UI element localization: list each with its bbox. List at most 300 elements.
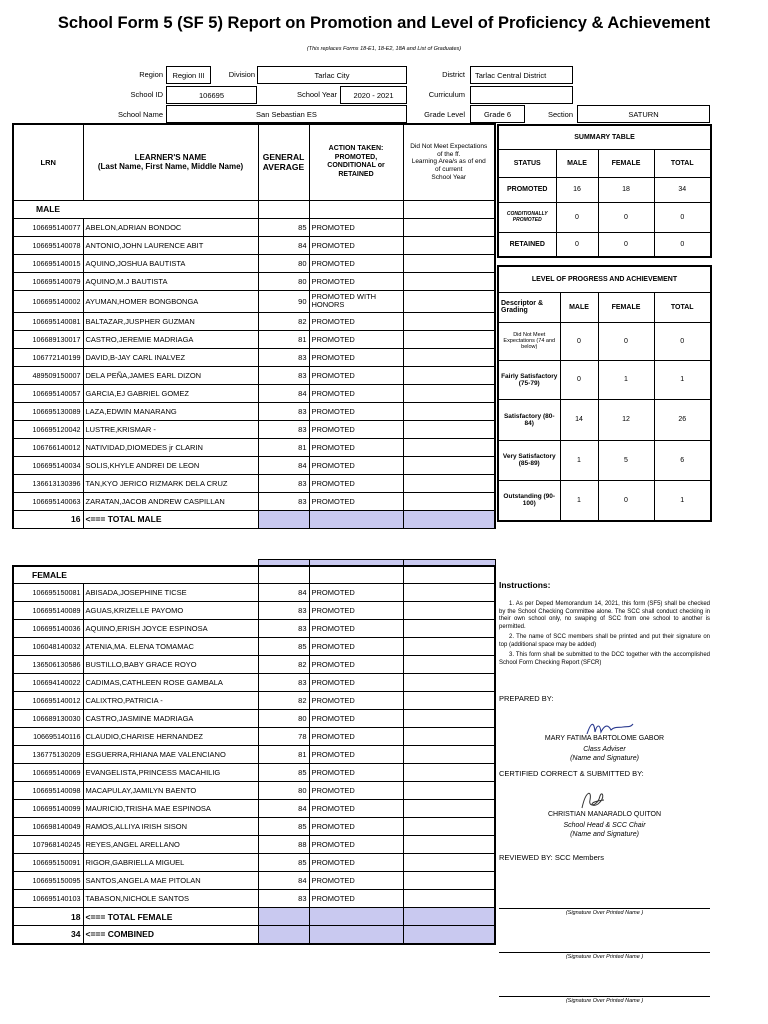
- learner-row: [13, 692, 495, 710]
- learner-action-taken: PROMOTED: [309, 890, 403, 908]
- progress-female: 0: [598, 480, 654, 521]
- region-field: Region III: [166, 66, 211, 84]
- learner-lrn: 106695150091: [13, 854, 83, 872]
- learner-action-taken: PROMOTED WITH HONORS: [309, 290, 403, 312]
- learner-general-average: 83: [258, 348, 309, 366]
- instructions-title: Instructions:: [499, 580, 551, 590]
- learner-name: ZARATAN,JACOB ANDREW CASPILLAN: [83, 492, 258, 510]
- learner-name: MACAPULAY,JAMILYN BAENTO: [83, 782, 258, 800]
- progress-total: 0: [654, 322, 711, 360]
- learner-general-average: 83: [258, 674, 309, 692]
- school-id-field: 106695: [166, 86, 257, 104]
- learner-name: ESGUERRA,RHIANA MAE VALENCIANO: [83, 746, 258, 764]
- learner-row: [13, 728, 495, 746]
- learner-not-met: [403, 854, 495, 872]
- col-name-header: LEARNER'S NAME (Last Name, First Name, Middle Name): [83, 124, 258, 200]
- learner-lrn: 106695140099: [13, 800, 83, 818]
- learner-lrn: 106698140049: [13, 818, 83, 836]
- learner-lrn: 106694140022: [13, 674, 83, 692]
- learner-row: [13, 254, 495, 272]
- learner-lrn: 106695150095: [13, 872, 83, 890]
- learner-not-met: [403, 384, 495, 402]
- learner-row: [13, 890, 495, 908]
- progress-male: 0: [560, 322, 598, 360]
- learner-action-taken: PROMOTED: [309, 402, 403, 420]
- learner-not-met: [403, 402, 495, 420]
- learner-not-met: [403, 290, 495, 312]
- learner-row: [13, 236, 495, 254]
- learner-lrn: 106695140057: [13, 384, 83, 402]
- learner-not-met: [403, 692, 495, 710]
- learner-name: ATENIA,MA. ELENA TOMAMAC: [83, 638, 258, 656]
- summary-total: 34: [654, 177, 711, 202]
- learner-lrn: 106695140012: [13, 692, 83, 710]
- learner-general-average: 88: [258, 836, 309, 854]
- progress-desc: Satisfactory (80-84): [498, 399, 560, 440]
- learner-general-average: 82: [258, 692, 309, 710]
- signature-caption-2: (Signature Over Printed Name ): [565, 954, 644, 960]
- learner-lrn: 106695140077: [13, 218, 83, 236]
- learner-name: BUSTILLO,BABY GRACE ROYO: [83, 656, 258, 674]
- summary-status: PROMOTED: [498, 177, 556, 202]
- summary-female: 0: [598, 232, 654, 257]
- combined-total-count: 34: [13, 926, 83, 944]
- learner-action-taken: PROMOTED: [309, 366, 403, 384]
- learner-row: [13, 782, 495, 800]
- learner-general-average: 84: [258, 800, 309, 818]
- learner-row: [13, 800, 495, 818]
- learner-name: AGUAS,KRIZELLE PAYOMO: [83, 602, 258, 620]
- learner-not-met: [403, 710, 495, 728]
- learner-lrn: 106695150081: [13, 584, 83, 602]
- male-learners-table: [12, 123, 496, 529]
- learner-action-taken: PROMOTED: [309, 492, 403, 510]
- col-action-header: ACTION TAKEN: PROMOTED, CONDITIONAL or RETAINED: [309, 124, 403, 200]
- learner-name: ABISADA,JOSEPHINE TICSE: [83, 584, 258, 602]
- learner-general-average: 85: [258, 764, 309, 782]
- prepared-by-label: PREPARED BY:: [499, 694, 554, 703]
- learner-name: SOLIS,KHYLE ANDREI DE LEON: [83, 456, 258, 474]
- learner-lrn: 106048140032: [13, 638, 83, 656]
- learner-not-met: [403, 836, 495, 854]
- learner-name: ANTONIO,JOHN LAURENCE ABIT: [83, 236, 258, 254]
- female-total-label: <=== TOTAL FEMALE: [83, 908, 258, 926]
- learner-row: [13, 366, 495, 384]
- learner-lrn: 106695130089: [13, 402, 83, 420]
- progress-male-header: MALE: [560, 292, 598, 322]
- learner-name: REYES,ANGEL ARELLANO: [83, 836, 258, 854]
- learner-lrn: 106695140081: [13, 312, 83, 330]
- progress-desc: Fairly Satisfactory (75-79): [498, 360, 560, 399]
- learner-not-met: [403, 728, 495, 746]
- learner-lrn: 106695120042: [13, 420, 83, 438]
- division-field: Tarlac City: [257, 66, 407, 84]
- learner-row: [13, 218, 495, 236]
- learner-action-taken: PROMOTED: [309, 602, 403, 620]
- learner-action-taken: PROMOTED: [309, 474, 403, 492]
- female-total-count: 18: [13, 908, 83, 926]
- learner-row: [13, 402, 495, 420]
- learner-general-average: 82: [258, 656, 309, 674]
- learner-name: ABELON,ADRIAN BONDOC: [83, 218, 258, 236]
- progress-female: 12: [598, 399, 654, 440]
- learner-row: [13, 312, 495, 330]
- signature-caption-3: (Signature Over Printed Name ): [565, 998, 644, 1004]
- signature-line-3: [499, 996, 710, 997]
- learner-lrn: 136506130586: [13, 656, 83, 674]
- learner-not-met: [403, 584, 495, 602]
- learner-row: [13, 836, 495, 854]
- learner-general-average: 78: [258, 728, 309, 746]
- learner-not-met: [403, 638, 495, 656]
- learner-general-average: 84: [258, 456, 309, 474]
- learner-lrn: 106772140199: [13, 348, 83, 366]
- learner-row: [13, 764, 495, 782]
- learner-row: [13, 620, 495, 638]
- learner-action-taken: PROMOTED: [309, 854, 403, 872]
- summary-male: 0: [556, 202, 598, 232]
- progress-total: 1: [654, 360, 711, 399]
- learner-action-taken: PROMOTED: [309, 746, 403, 764]
- learner-lrn: 106695140002: [13, 290, 83, 312]
- learner-name: SANTOS,ANGELA MAE PITOLAN: [83, 872, 258, 890]
- learner-lrn: 106695140103: [13, 890, 83, 908]
- signature-line-2: [499, 952, 710, 953]
- learner-lrn: 106695140034: [13, 456, 83, 474]
- learner-lrn: 106695140069: [13, 764, 83, 782]
- progress-female: 1: [598, 360, 654, 399]
- learner-name: CASTRO,JASMINE MADRIAGA: [83, 710, 258, 728]
- progress-female-header: FEMALE: [598, 292, 654, 322]
- learner-name: EVANGELISTA,PRINCESS MACAHILIG: [83, 764, 258, 782]
- learner-row: [13, 420, 495, 438]
- head-note: (Name and Signature): [570, 831, 639, 838]
- region-label: Region: [139, 70, 163, 79]
- summary-male-header: MALE: [556, 149, 598, 177]
- progress-female: 5: [598, 440, 654, 480]
- learner-lrn: 489509150007: [13, 366, 83, 384]
- combined-total-label: <=== COMBINED: [83, 926, 258, 944]
- learner-not-met: [403, 656, 495, 674]
- learner-lrn: 106766140012: [13, 438, 83, 456]
- learner-action-taken: PROMOTED: [309, 348, 403, 366]
- progress-desc-header: Descriptor & Grading: [498, 292, 560, 322]
- learner-general-average: 83: [258, 890, 309, 908]
- learner-name: TAN,KYO JERICO RIZMARK DELA CRUZ: [83, 474, 258, 492]
- progress-title: LEVEL OF PROGRESS AND ACHIEVEMENT: [498, 266, 711, 292]
- signature-line-1: [499, 908, 710, 909]
- learner-row: [13, 348, 495, 366]
- progress-total-header: TOTAL: [654, 292, 711, 322]
- learner-row: [13, 272, 495, 290]
- male-section-label: MALE: [13, 200, 258, 218]
- learner-action-taken: PROMOTED: [309, 272, 403, 290]
- learner-action-taken: PROMOTED: [309, 674, 403, 692]
- summary-status-header: STATUS: [498, 149, 556, 177]
- learner-not-met: [403, 254, 495, 272]
- learner-name: MAURICIO,TRISHA MAE ESPINOSA: [83, 800, 258, 818]
- certified-by-label: CERTIFIED CORRECT & SUBMITTED BY:: [499, 769, 644, 778]
- learner-name: CASTRO,JEREMIE MADRIAGA: [83, 330, 258, 348]
- learner-not-met: [403, 348, 495, 366]
- learner-not-met: [403, 674, 495, 692]
- school-year-field: 2020 - 2021: [340, 86, 407, 104]
- progress-total: 1: [654, 480, 711, 521]
- page-subtitle: (This replaces Forms 18-E1, 18-E2, 18A and List of Graduates): [306, 46, 462, 52]
- progress-male: 1: [560, 480, 598, 521]
- learner-name: LAZA,EDWIN MANARANG: [83, 402, 258, 420]
- learner-action-taken: PROMOTED: [309, 420, 403, 438]
- learner-not-met: [403, 872, 495, 890]
- female-section-label: FEMALE: [13, 566, 258, 584]
- learner-general-average: 82: [258, 312, 309, 330]
- learner-general-average: 83: [258, 366, 309, 384]
- learner-general-average: 83: [258, 420, 309, 438]
- school-year-label: School Year: [296, 90, 337, 99]
- learner-general-average: 85: [258, 638, 309, 656]
- learner-lrn: 106695140063: [13, 492, 83, 510]
- learner-name: RIGOR,GABRIELLA MIGUEL: [83, 854, 258, 872]
- summary-status: RETAINED: [498, 232, 556, 257]
- learner-action-taken: PROMOTED: [309, 818, 403, 836]
- learner-row: [13, 584, 495, 602]
- learner-row: [13, 872, 495, 890]
- district-field: Tarlac Central District: [470, 66, 573, 84]
- learner-action-taken: PROMOTED: [309, 218, 403, 236]
- learner-general-average: 85: [258, 854, 309, 872]
- learner-not-met: [403, 620, 495, 638]
- district-label: District: [442, 70, 465, 79]
- learner-general-average: 81: [258, 438, 309, 456]
- learner-not-met: [403, 890, 495, 908]
- progress-female: 0: [598, 322, 654, 360]
- learner-general-average: 85: [258, 818, 309, 836]
- adviser-name: MARY FATIMA BARTOLOME GABOR: [544, 735, 665, 742]
- summary-male: 16: [556, 177, 598, 202]
- learner-not-met: [403, 272, 495, 290]
- learner-name: DAVID,B-JAY CARL INALVEZ: [83, 348, 258, 366]
- learner-action-taken: PROMOTED: [309, 836, 403, 854]
- summary-title: SUMMARY TABLE: [498, 125, 711, 149]
- learner-name: CALIXTRO,PATRICIA -: [83, 692, 258, 710]
- learner-action-taken: PROMOTED: [309, 728, 403, 746]
- section-field: SATURN: [577, 105, 710, 123]
- learner-row: [13, 456, 495, 474]
- learner-action-taken: PROMOTED: [309, 330, 403, 348]
- learner-name: AQUINO,ERISH JOYCE ESPINOSA: [83, 620, 258, 638]
- grade-level-field: Grade 6: [470, 105, 525, 123]
- progress-desc: Did Not Meet Expectations (74 and below): [498, 322, 560, 360]
- curriculum-label: Curriculum: [428, 90, 465, 99]
- learner-not-met: [403, 818, 495, 836]
- learner-action-taken: PROMOTED: [309, 236, 403, 254]
- learner-name: LUSTRE,KRISMAR -: [83, 420, 258, 438]
- summary-total: 0: [654, 202, 711, 232]
- learner-name: NATIVIDAD,DIOMEDES jr CLARIN: [83, 438, 258, 456]
- learner-name: CLAUDIO,CHARISE HERNANDEZ: [83, 728, 258, 746]
- progress-table: [497, 265, 712, 522]
- learner-name: TABASON,NICHOLE SANTOS: [83, 890, 258, 908]
- learner-lrn: 106689130030: [13, 710, 83, 728]
- learner-lrn: 136775130209: [13, 746, 83, 764]
- learner-lrn: 106695140015: [13, 254, 83, 272]
- learner-row: [13, 746, 495, 764]
- learner-general-average: 83: [258, 620, 309, 638]
- learner-row: [13, 602, 495, 620]
- learner-not-met: [403, 800, 495, 818]
- summary-female-header: FEMALE: [598, 149, 654, 177]
- progress-male: 0: [560, 360, 598, 399]
- head-name: CHRISTIAN MANARADLO QUITON: [547, 811, 662, 818]
- learner-not-met: [403, 474, 495, 492]
- school-name-field: San Sebastian ES: [166, 105, 407, 123]
- col-not-met-header: Did Not Meet Expectations of the ff. Learning Area/s as of end of current School Year: [403, 124, 495, 200]
- learner-name: BALTAZAR,JUSPHER GUZMAN: [83, 312, 258, 330]
- learner-general-average: 84: [258, 584, 309, 602]
- learner-not-met: [403, 456, 495, 474]
- learner-row: [13, 290, 495, 312]
- learner-name: AYUMAN,HOMER BONGBONGA: [83, 290, 258, 312]
- summary-total-header: TOTAL: [654, 149, 711, 177]
- learner-row: [13, 674, 495, 692]
- learner-general-average: 84: [258, 872, 309, 890]
- summary-female: 18: [598, 177, 654, 202]
- progress-total: 6: [654, 440, 711, 480]
- learner-row: [13, 474, 495, 492]
- male-total-label: <=== TOTAL MALE: [83, 510, 258, 528]
- instructions-item-2: 2. The name of SCC members shall be printed and put their signature on top (additional space may be added): [499, 634, 710, 648]
- learner-action-taken: PROMOTED: [309, 782, 403, 800]
- learner-general-average: 85: [258, 218, 309, 236]
- learner-lrn: 106695140036: [13, 620, 83, 638]
- progress-total: 26: [654, 399, 711, 440]
- learner-general-average: 83: [258, 492, 309, 510]
- learner-not-met: [403, 492, 495, 510]
- learner-lrn: 106695140078: [13, 236, 83, 254]
- learner-row: [13, 438, 495, 456]
- learner-action-taken: PROMOTED: [309, 254, 403, 272]
- female-learners-table: [12, 559, 496, 945]
- col-lrn-header: LRN: [13, 124, 83, 200]
- learner-name: RAMOS,ALLIYA IRISH SISON: [83, 818, 258, 836]
- summary-total: 0: [654, 232, 711, 257]
- learner-lrn: 136613130396: [13, 474, 83, 492]
- learner-lrn: 106689130017: [13, 330, 83, 348]
- learner-general-average: 81: [258, 330, 309, 348]
- learner-general-average: 84: [258, 236, 309, 254]
- learner-row: [13, 492, 495, 510]
- learner-action-taken: PROMOTED: [309, 438, 403, 456]
- school-id-label: School ID: [130, 90, 163, 99]
- male-total-count: 16: [13, 510, 83, 528]
- learner-lrn: 106695140089: [13, 602, 83, 620]
- adviser-note: (Name and Signature): [570, 755, 639, 762]
- reviewed-by-label: REVIEWED BY: SCC Members: [499, 853, 605, 862]
- learner-lrn: 106695140079: [13, 272, 83, 290]
- learner-action-taken: PROMOTED: [309, 638, 403, 656]
- learner-general-average: 81: [258, 746, 309, 764]
- head-role: School Head & SCC Chair: [563, 822, 646, 829]
- head-signature-mark: [578, 788, 608, 812]
- learner-not-met: [403, 366, 495, 384]
- learner-action-taken: PROMOTED: [309, 656, 403, 674]
- learner-lrn: 106695140098: [13, 782, 83, 800]
- learner-not-met: [403, 782, 495, 800]
- learner-not-met: [403, 236, 495, 254]
- learner-row: [13, 854, 495, 872]
- learner-row: [13, 384, 495, 402]
- signature-caption-1: (Signature Over Printed Name ): [565, 910, 644, 916]
- learner-name: AQUINO,M.J BAUTISTA: [83, 272, 258, 290]
- learner-not-met: [403, 420, 495, 438]
- learner-lrn: 107968140245: [13, 836, 83, 854]
- learner-not-met: [403, 602, 495, 620]
- learner-general-average: 80: [258, 782, 309, 800]
- learner-action-taken: PROMOTED: [309, 710, 403, 728]
- learner-name: GARCIA,EJ GABRIEL GOMEZ: [83, 384, 258, 402]
- summary-table: [497, 124, 712, 258]
- col-average-header: GENERAL AVERAGE: [258, 124, 309, 200]
- learner-action-taken: PROMOTED: [309, 312, 403, 330]
- progress-desc: Outstanding (90-100): [498, 480, 560, 521]
- learner-general-average: 80: [258, 254, 309, 272]
- section-label: Section: [547, 110, 573, 119]
- learner-general-average: 83: [258, 474, 309, 492]
- learner-general-average: 90: [258, 290, 309, 312]
- learner-not-met: [403, 438, 495, 456]
- learner-name: AQUINO,JOSHUA BAUTISTA: [83, 254, 258, 272]
- learner-general-average: 83: [258, 602, 309, 620]
- instructions-item-3: 3. This form shall be submitted to the DCC together with the accomplished School Form Checking Report (SFCR): [499, 652, 710, 666]
- progress-male: 14: [560, 399, 598, 440]
- learner-general-average: 84: [258, 384, 309, 402]
- division-label: Division: [228, 70, 255, 79]
- learner-row: [13, 710, 495, 728]
- learner-action-taken: PROMOTED: [309, 692, 403, 710]
- adviser-role: Class Adviser: [583, 746, 626, 753]
- learner-row: [13, 656, 495, 674]
- learner-action-taken: PROMOTED: [309, 800, 403, 818]
- progress-desc: Very Satisfactory (85-89): [498, 440, 560, 480]
- progress-male: 1: [560, 440, 598, 480]
- learner-lrn: 106695140116: [13, 728, 83, 746]
- learner-not-met: [403, 218, 495, 236]
- summary-female: 0: [598, 202, 654, 232]
- instructions-item-1: 1. As per Deped Memorandum 14, 2021, this form (SF5) shall be checked by the School Checking Committee alone. The SCC shall conduct checking in their own school only, no swaping of SCC from one school to another is permitted.: [499, 601, 710, 630]
- summary-status: CONDITIONALLY PROMOTED: [498, 202, 556, 232]
- learner-action-taken: PROMOTED: [309, 584, 403, 602]
- learner-action-taken: PROMOTED: [309, 456, 403, 474]
- learner-not-met: [403, 312, 495, 330]
- learner-not-met: [403, 764, 495, 782]
- page-title: School Form 5 (SF 5) Report on Promotion and Level of Proficiency & Achievement: [57, 14, 711, 32]
- learner-row: [13, 330, 495, 348]
- learner-name: DELA PEÑA,JAMES EARL DIZON: [83, 366, 258, 384]
- learner-not-met: [403, 330, 495, 348]
- learner-row: [13, 638, 495, 656]
- learner-not-met: [403, 746, 495, 764]
- curriculum-field: [470, 86, 573, 104]
- learner-row: [13, 818, 495, 836]
- learner-action-taken: PROMOTED: [309, 764, 403, 782]
- learner-general-average: 80: [258, 272, 309, 290]
- learner-action-taken: PROMOTED: [309, 872, 403, 890]
- learner-action-taken: PROMOTED: [309, 620, 403, 638]
- grade-level-label: Grade Level: [424, 110, 465, 119]
- school-name-label: School Name: [117, 110, 163, 119]
- learner-name: CADIMAS,CATHLEEN ROSE GAMBALA: [83, 674, 258, 692]
- learner-general-average: 83: [258, 402, 309, 420]
